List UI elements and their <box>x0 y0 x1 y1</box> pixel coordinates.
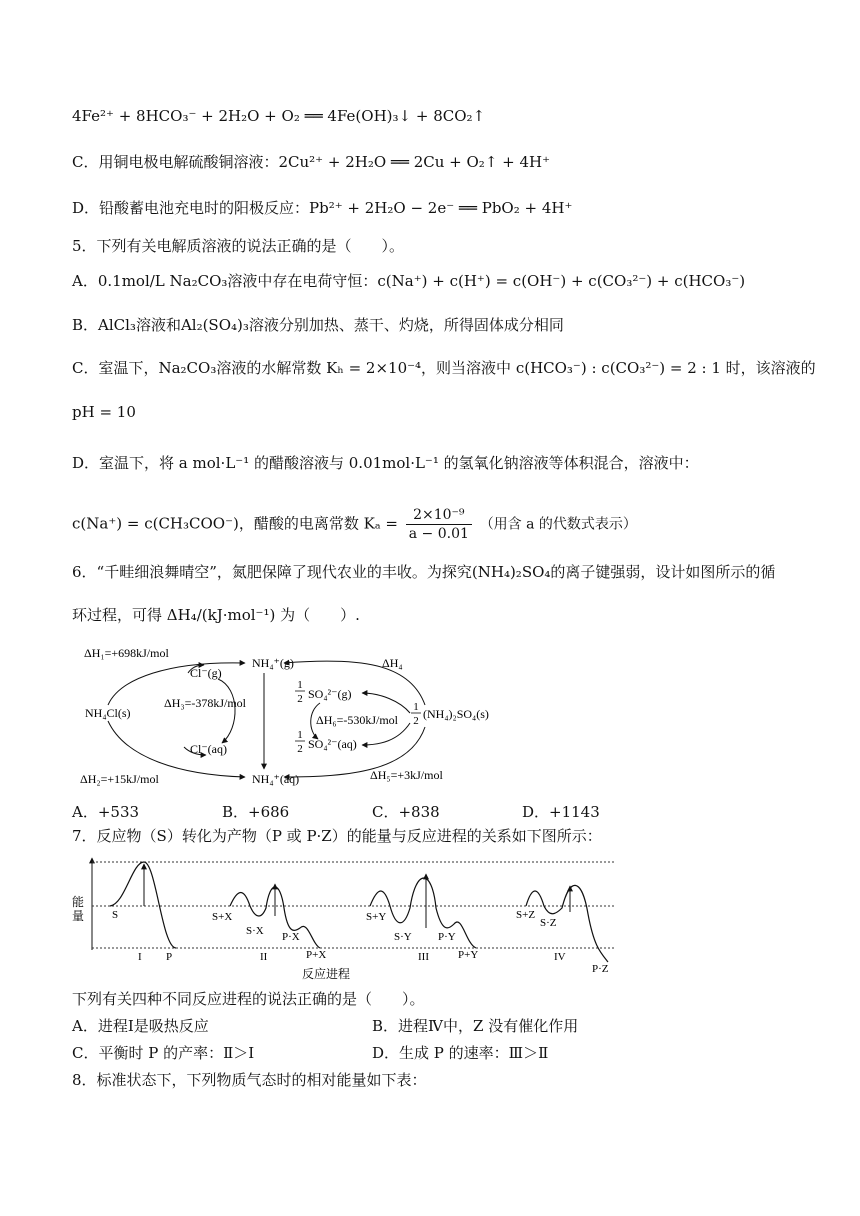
born-haber-cycle-diagram <box>80 643 489 786</box>
q6-option-b[interactable]: B．+686 <box>222 803 290 821</box>
q5-option-c-line1: C．室温下，Na₂CO₃溶液的水解常数 Kₕ = 2×10⁻⁴，则当溶液中 c(HCO₃⁻) : c(CO₃²⁻) = 2 : 1 时，该溶液的 <box>72 359 816 377</box>
salt-to-so4g-arrow <box>362 693 410 713</box>
q6-option-d[interactable]: D．+1143 <box>522 803 600 821</box>
half-num-1: 1 <box>297 679 303 691</box>
label-II: II <box>260 951 268 963</box>
ka-denominator: a − 0.01 <box>408 526 469 542</box>
label-S+Z: S+Z <box>516 909 536 921</box>
q8-stem: 8．标准状态下，下列物质气态时的相对能量如下表： <box>72 1071 427 1089</box>
q7-stem: 7．反应物（S）转化为产物（P 或 P·Z）的能量与反应进程的关系如下图所示： <box>72 827 602 845</box>
dh3-arrow <box>218 679 235 743</box>
nh4cl-solid-label: NH₄Cl(s) <box>85 706 131 720</box>
label-S+Y: S+Y <box>366 911 387 923</box>
cl-aq-label: Cl⁻(aq) <box>190 742 227 756</box>
label-P+Y: P+Y <box>458 949 479 961</box>
process-4-curve <box>526 885 608 962</box>
ka-numerator: 2×10⁻⁹ <box>406 506 472 525</box>
q5-stem: 5．下列有关电解质溶液的说法正确的是（ ）。 <box>72 237 405 255</box>
q5d-left-text: c(Na⁺) = c(CH₃COO⁻)，醋酸的电离常数 Kₐ = <box>72 514 398 533</box>
energy-profile-diagram <box>70 848 630 983</box>
q4-option-c: C．用铜电极电解硫酸铜溶液：2Cu²⁺ + 2H₂O ══ 2Cu + O₂↑ + 4H⁺ <box>72 153 551 171</box>
half-num-2: 1 <box>413 701 419 713</box>
half-den-3: 2 <box>297 743 303 755</box>
label-P+X: P+X <box>306 949 327 961</box>
q7-option-c[interactable]: C．平衡时 P 的产率：Ⅱ＞Ⅰ <box>72 1044 255 1062</box>
ka-fraction <box>406 506 472 543</box>
energy-axis-label-1: 能 <box>72 895 85 909</box>
q7-option-d[interactable]: D．生成 P 的速率：Ⅲ＞Ⅱ <box>372 1044 549 1062</box>
label-S.Z: S·Z <box>540 917 557 929</box>
label-S.Y: S·Y <box>394 931 412 943</box>
label-P-1: P <box>166 951 173 963</box>
dh3-label: ΔH₃=-378kJ/mol <box>164 696 247 710</box>
q7-option-a[interactable]: A．进程Ⅰ是吸热反应 <box>72 1017 209 1035</box>
label-S.X: S·X <box>246 925 264 937</box>
half-num-3: 1 <box>297 729 303 741</box>
label-P.Z: P·Z <box>592 963 609 975</box>
q6-option-c[interactable]: C．+838 <box>372 803 440 821</box>
so4-gas-label: SO₄²⁻(g) <box>308 687 352 701</box>
dh2-label: ΔH₂=+15kJ/mol <box>80 772 159 786</box>
half-den-2: 2 <box>413 715 419 727</box>
process-1-curve <box>110 862 176 948</box>
label-I: I <box>138 951 142 963</box>
reaction-progress-label: 反应进程 <box>302 967 351 981</box>
q7-option-b[interactable]: B．进程Ⅳ中，Z 没有催化作用 <box>372 1017 579 1035</box>
dh5-label: ΔH₅=+3kJ/mol <box>370 768 443 782</box>
q5-option-c-line2: pH = 10 <box>72 403 136 421</box>
cl-gas-label: Cl⁻(g) <box>190 666 222 680</box>
ammonium-sulfate-solid-label: (NH₄)₂SO₄(s) <box>423 707 489 721</box>
q7-intro: 下列有关四种不同反应进程的说法正确的是（ ）。 <box>72 990 425 1008</box>
q5-option-d-line2 <box>72 506 637 543</box>
nh4-gas-label: NH₄⁺(g) <box>252 656 294 670</box>
q6-stem-line1: 6．“千畦细浪舞晴空”，氮肥保障了现代农业的丰收。为探究(NH₄)₂SO₄的离子键强弱，设计如图所示的循 <box>72 563 776 581</box>
q5-option-a: A．0.1mol/L Na₂CO₃溶液中存在电荷守恒：c(Na⁺) + c(H⁺) = c(OH⁻) + c(CO₃²⁻) + c(HCO₃⁻) <box>72 272 746 290</box>
q5-option-d-line1: D．室温下，将 a mol·L⁻¹ 的醋酸溶液与 0.01mol·L⁻¹ 的氢氧化钠溶液等体积混合，溶液中： <box>72 454 699 472</box>
dh4-label: ΔH₄ <box>382 656 403 670</box>
eq-4b: 4Fe²⁺ + 8HCO₃⁻ + 2H₂O + O₂ ══ 4Fe(OH)₃↓ + 8CO₂↑ <box>72 107 486 125</box>
dh6-label: ΔH₆=-530kJ/mol <box>316 713 399 727</box>
so4-aq-label: SO₄²⁻(aq) <box>308 737 357 751</box>
label-P.X: P·X <box>282 931 300 943</box>
nh4-aq-label: NH₄⁺(aq) <box>252 772 300 786</box>
label-IV: IV <box>554 951 566 963</box>
q6-stem-line2: 环过程，可得 ΔH₄/(kJ·mol⁻¹) 为（ ）. <box>72 606 360 624</box>
label-S+X: S+X <box>212 911 233 923</box>
q6-option-a[interactable]: A．+533 <box>72 803 140 821</box>
dh1-label: ΔH₁=+698kJ/mol <box>84 646 169 660</box>
q5-option-b: B．AlCl₃溶液和Al₂(SO₄)₃溶液分别加热、蒸干、灼烧，所得固体成分相同 <box>72 316 564 334</box>
dh4-arrow <box>284 661 425 705</box>
half-den-1: 2 <box>297 693 303 705</box>
energy-axis-label-2: 量 <box>72 909 85 923</box>
q5d-right-text: （用含 a 的代数式表示） <box>479 516 637 533</box>
label-P.Y: P·Y <box>438 931 456 943</box>
label-III: III <box>418 951 429 963</box>
q4-option-d: D．铅酸蓄电池充电时的阳极反应：Pb²⁺ + 2H₂O − 2e⁻ ══ PbO₂ + 4H⁺ <box>72 199 573 217</box>
label-S-1: S <box>112 909 119 921</box>
